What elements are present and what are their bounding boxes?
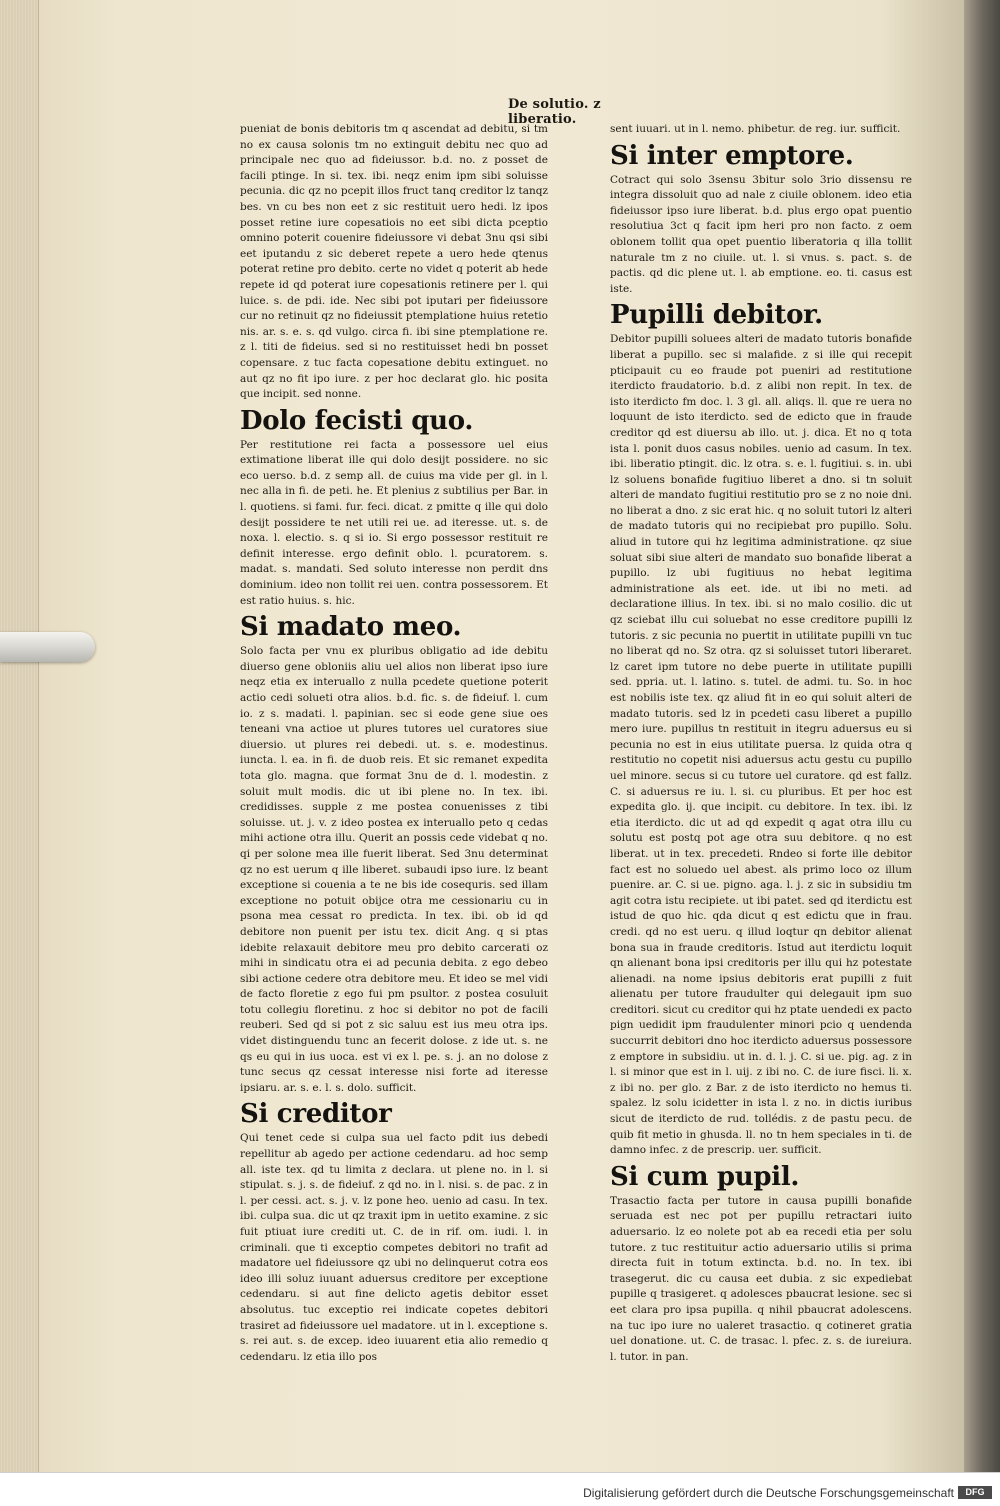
right-paragraph-4: Trasactio facta per tutore in causa pupilli bonafide seruada est nec pot per pupillu retractari iuito aduersario. lz eo nolete pot ab ea recedi etia per solu tutore. z tuc restituitur actio aduersario utilis si prima directa fuit in totum extincta. b.d. no. In tex. ibi trasegerut. dic cu causa eet dubia. z sic expediebat pupille q trasigeret. q adolesces pbaucrat lesione. sec si eet clara pro ipsa pupilla. q nihil pbaucrat adolescens. na tuc ipo iure no ualeret trasactio. q cotineret gratia uel donatione. ut. C. de trasac. l. pfec. z. s. de iureiura. l. tutor. in pan.: [610, 1194, 912, 1363]
left-paragraph-1: pueniat de bonis debitoris tm q ascendat ad debitu, si tm no ex causa solonis tm no extinguit debitu nec quo ad principale nec quo ad fideiussor. b.d. no. z posset de facili ptinge. In si. tex. ibi. neqz enim ipm sibi soluisse pecunia. dic qz no pcepit illos fruct tanq creditor lz tanqz bes. vn cu bes non eet z sic restituit uero hedi. lz ipos posset retine iure copesatiois no eet sibi dicta pceptio omnino poterit couenire fideiussore vi debat 3nu qsi sibi eet iputandu z sic deberet repete a uero hede qtenus poterat retine pro debito. certe no videt q poterit ab hede repete id qd poterat iure copesationis retinere per l. qui luice. s. de pdi. ide. Nec sibi pot iputari per fideiussore cur no retinuit qz no fideiussit ptemplatione huius retetio nis. ar. s. e. s. qd vulgo. circa fi. ibi sine ptemplatione re. z l. titi de fideius. sed si no restituisset hedi bn posset copensare. z tuc facta copesatione debitu extinguet. no aut qz no fit ipo iure. z per hoc declarat glo. hic posita que incipit. sed nonne.: [240, 123, 548, 401]
right-paragraph-3: Debitor pupilli soluees alteri de madato tutoris bonafide liberat a pupillo. sec si malafide. z si ille qui recepit pticipauit cu eo fraude pot pueniri ad restitutione iterdicto fraudatorio. b.d. z alibi non repit. In tex. de isto iterdicto fm doc. l. 3 gl. all. aliqs. ll. que re uera no loquunt de isto iterdicto. sed de edicto que in fraude creditor qd est diuersu ab illo. ut. j. dica. Et no q tota ista l. ponit duos casus nobiles. uenio ad casum. In tex. ibi. liberatio ptingit. dic. lz otra. s. e. l. fugitiui. s. in. ubi lz soluens bonafide fugitiuo liberet a dno. si tn soluit alteri de mandato fugitiui restitutio pro se z no noie dni. no liberat a dno. z sic erat hic. q no soluit tutori lz alteri de madato tutoris qui no recipiebat pro pupillo. Solu. aliud in tutore qui hz legitima administratione. qz siue soluat sibi siue alteri de mandato suo bonafide liberat a pupillo. lz ubi fugitiuus no hebat legitima administratione als eet. ide. ut ibi no meti. ad declaratione illius. In tex. ibi. si no malo cosilio. dic ut qz sciebat illu cui soluebat no esse creditore pupilli lz tutoris. z sic pecunia no puertit in utilitate pupilli vn tuc no liberat qd no. Sz otra. qz si soluisset tutori liberaret. lz caret ipm tutore no debe puerte in utilitate pupilli sed. ppria. ut. l. latino. s. tutel. de admi. tu. So. in hoc est nobilis iste tex. qz aliud fit in eo qui soluit alteri de madato tutoris. sed lz in pcedeti casu liberet a pupillo mero iure. pupillus tn restituit in itegru aduersus eu si pecunia no est in eius utilitate puersa. lz quida otra q restitutio no copetit nisi aduersus actu gestu cu pupillo uel minore. secus si cu tutore uel curatore. qd est fallz. C. si aduersus re iu. l. si. cu pluribus. Et per hoc est expedita glo. ij. que incipit. cu debitore. In tex. ibi. lz etia iterdicto. dic ut ad qd expedit q agat otra illu cu solutu est postq pot age otra suu debitore. q no est liberat. ut in tex. precedeti. Rndeo si forte ille debitor fact est no soluedo uel abest. als primo loco oz illum puenire. ar. C. si ue. pigno. aga. l. j. z sic in subsidiu tm agit cotra istu recipiete. ut ibi patet. sed qd iterdictu est istud de quo hic. qda dicut q est edictu que in frau. credi. qd no est ueru. q illud loqtur qn debitor alienat bona sua in fraude creditoris. Istud aut iterdictu loquit qn alienant bona ipsi creditoris per illu qui hz potestate alienadi. na nome ipsius debitoris erat pupilli z fuit alienatu per tutore fraudulter qui delegauit ipm suo creditori. sicut cu creditor qui hz ptate uendedi ex pacto pign uedidit ipm fraudulenter minori pcio q uendenda succurrit debitori dno hoc iterdicto aduersus possessore z emptore in subsidiu. ut in. d. l. j. C. si ue. pig. ag. z in l. si minor que est in l. uij. z ibi no. C. de iure fisci. li. x. z ibi no. per glo. z Bar. z de isto iterdicto no hemus ti. spalez. lz solu icidetter in ista l. z no. in dictis iuribus sicut de iterdicto de rud. tollédis. z de pastu pecu. de quib fit metio in ghusda. ll. no tn hem speciales in ti. de damno infec. z de prescrip. uer. sufficit.: [610, 333, 912, 1157]
facing-page-strip: [964, 0, 1000, 1472]
left-rubric-3: Si creditor: [240, 1099, 392, 1130]
left-rubric-2: Si madato meo.: [240, 612, 462, 643]
left-paragraph-3: Solo facta per vnu ex pluribus obligatio ad ide debitu diuerso gene obloniis aliu uel alios non liberat ipso iure neqz etia ex interuallo z nulla pcedete quetione poterit actio cedi solueti otra alios. b.d. fic. s. de fideiuf. l. cum io. z s. madati. l. papinian. sec si eode gene siue oes teneani vna actioe ut plures tutores uel curatores siue diuersio. ut plures rei debedi. ut. s. e. modestinus. iuncta. l. ea. in fi. de duob reis. Et sic remanet expedita tota glo. magna. que format 3nu de d. l. modestin. z soluit mult modis. dic ut ibi plene no. In tex. ibi. credidisses. supple z me postea conuenisses z tibi soluisse. ut. j. v. z ideo postea ex interuallo peto q cedas mihi actione otra illu. Querit an possis cede videbat q no. qi per solone mea ille fuerit liberat. Sed 3nu determinat qz no est uerum q ille liberet. subaudi ipso iure. lz beant exceptione si couenia a te ne bis ide cosequris. sed illam exceptione no potuit obijce otra me cessionariu cu in psona mea cessat ro predicta. In tex. ibi. ob id qd debitore non puenit per istu tex. dicit Ang. q si ptas idebite relaxauit debitore meu pro debito carcerati oz mihi in sindicatu otra ei ad pecunia debita. z ego debeo sibi actione cedere otra debitore meu. Et ideo se mel vidi de facto floretie z ego fui pm psultor. z postea cosuluit totu collegiu floretinu. z hoc si debitor no pot de facili reuberi. Sed qd si pot z sic saluu est ius meu otra ips. videt distinguendu tunc an fecerit dolose. z ide ut. s. ne qs eu qui in ius uoca. est vi ex l. pe. s. j. an no dolose z tunc secus qz cessat interesse nisi forte ad iteresse ipsiaru. ar. s. e. l. s. dolo. sufficit.: [240, 645, 548, 1094]
page-clip-holder: [0, 632, 95, 662]
right-rubric-3: Si cum pupil.: [610, 1161, 800, 1192]
left-paragraph-4: Qui tenet cede si culpa sua uel facto pdit ius debedi repellitur ab agedo per actione cedendaru. ad hoc semp all. iste tex. qd tu limita z declara. ut plene no. in l. si stipulat. s. j. s. de fideiuf. z qd no. in l. nisi. s. de pac. z in l. per cessi. act. s. j. v. lz pone heo. uenio ad casu. In tex. ibi. culpa sua. dic ut qz traxit ipm in uetito examine. z sic fuit ptiuat iure crediti ut. C. de in rif. om. iudi. l. in criminali. que ti exceptio competes debitori no trafit ad madatore uel fideiussore qz ubi no delinquerut cotra eos ideo illi soluz iuuant aduersus creditore per exceptione cedendaru. si aut fine delicto agetis debitor esset absolutus. tuc exceptio rei indicate copetes debitori trasiret ad fideiussore uel madatore. ut in l. exceptione s. s. rei aut. s. de excep. ideo iuuarent etia alio remedio q cedendaru. lz etia illo pos: [240, 1132, 548, 1363]
left-rubric-1: Dolo fecisti quo.: [240, 405, 474, 436]
right-text-column: [610, 122, 912, 1368]
running-head: De solutio. z liberatio.: [508, 97, 601, 127]
footer-credit: Digitalisierung gefördert durch die Deutsche Forschungsgemeinschaft: [583, 1486, 954, 1500]
right-paragraph-2: Cotract qui solo 3sensu 3bitur solo 3rio dissensu re integra dissoluit quo ad nale z ciuile oblonem. ideo etia fideiussor ipso iure liberat. b.d. plus ergo opat puentio resolutiua 3ct q facit ipm heri pro non facto. z oem oblonem tollit qua opet puentio liberatoria q illa tollit naturale tm z no ciuile. ut. l. si vnus. s. pact. s. de pactis. qd dic plene ut. l. ab emptione. eo. ti. casus est iste.: [610, 173, 912, 295]
right-rubric-2: Pupilli debitor.: [610, 300, 823, 331]
left-text-column: [240, 122, 548, 1368]
right-paragraph-1: sent iuuari. ut in l. nemo. phibetur. de reg. iur. sufficit.: [610, 123, 901, 135]
left-paragraph-2: Per restitutione rei facta a possessore uel eius extimatione liberat ille qui dolo desijt possidere. no sic eco uerso. b.d. z semp all. de cuius ma vide per gl. in l. nec alla in fi. de peti. he. Et plenius z subtilius per Bar. in l. quotiens. si fami. fur. feci. dicat. z pmitte q ille qui dolo desijt possidere te net utili rei ue. ad iteresse. ut. s. de noxa. l. electio. s. q si io. Si ergo possessor restituit re definit interesse. ergo definit oblo. l. pcuratorem. s. madat. s. mandati. Sed soluto interesse non perdit dns dominium. ideo non tollit rei uen. contra possessorem. Et est ratio huius. s. hic.: [240, 438, 548, 607]
dfg-logo: DFG: [958, 1486, 992, 1499]
right-rubric-1: Si inter emptore.: [610, 140, 854, 171]
book-page-edges: [0, 0, 39, 1472]
